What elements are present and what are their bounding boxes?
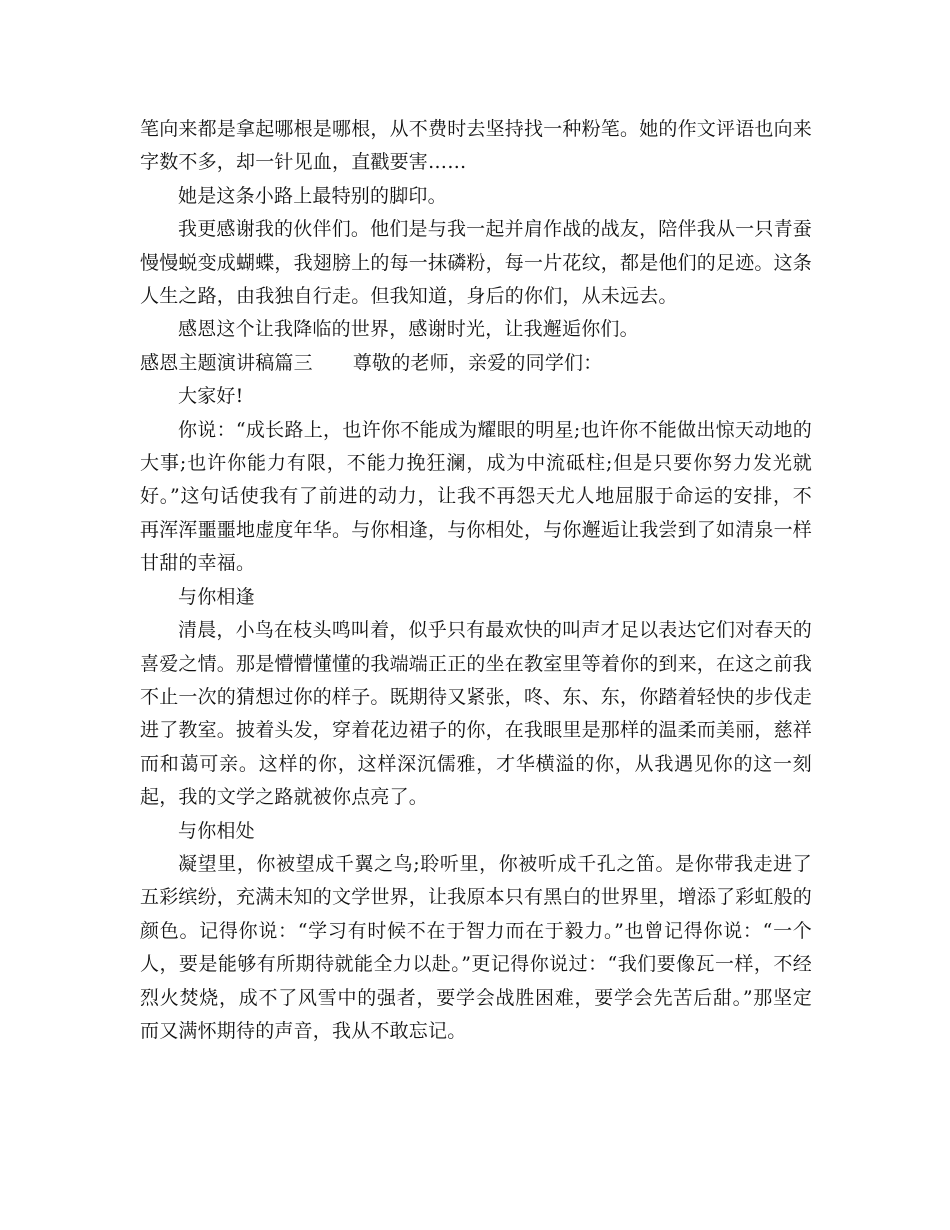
paragraph: 我更感谢我的伙伴们。他们是与我一起并肩作战的战友，陪伴我从一只青蚕慢慢蜕变成蝴蝶，我翅膀上的每一抹磷粉，每一片花纹，都是他们的足迹。这条人生之路，由我独自行走。但我知道，身后的你们，从未远去。 xyxy=(140,218,813,308)
section-heading xyxy=(140,347,812,380)
section-title: 感恩主题演讲稿篇三 xyxy=(140,351,313,374)
document-page xyxy=(140,113,812,1048)
greeting: 大家好! xyxy=(178,385,244,408)
paragraph: 凝望里，你被望成千翼之鸟;聆听里，你被听成千孔之笛。是你带我走进了五彩缤纷，充满未知的文学世界，让我原本只有黑白的世界里，增添了彩虹般的颜色。记得你说：“学习有时候不在于智力而在于毅力。”也曾记得你说：“一个人，要是能够有所期待就能全力以赴。”更记得你说过：“我们要像瓦一样，不经烈火焚烧，成不了风雪中的强者，要学会战胜困难，要学会先苦后甜。”那坚定而又满怀期待的声音，我从不敢忘记。 xyxy=(140,852,813,1042)
paragraph: 笔向来都是拿起哪根是哪根，从不费时去坚持找一种粉笔。她的作文评语也向来字数不多，却一针见血，直戳要害…… xyxy=(140,118,813,174)
paragraph: 她是这条小路上最特别的脚印。 xyxy=(178,184,447,207)
paragraph: 感恩这个让我降临的世界，感谢时光，让我邂逅你们。 xyxy=(178,318,639,341)
subheading: 与你相处 xyxy=(178,819,255,842)
paragraph: 清晨，小鸟在枝头鸣叫着，似乎只有最欢快的叫声才足以表达它们对春天的喜爱之情。那是懵懵懂懂的我端端正正的坐在教室里等着你的到来，在这之前我不止一次的猜想过你的样子。既期待又紧张，咚、东、东，你踏着轻快的步伐走进了教室。披着头发，穿着花边裙子的你，在我眼里是那样的温柔而美丽，慈祥而和蔼可亲。这样的你，这样深沉儒雅，才华横溢的你，从我遇见你的这一刻起，我的文学之路就被你点亮了。 xyxy=(140,619,813,809)
subheading: 与你相逢 xyxy=(178,585,255,608)
paragraph: 你说：“成长路上，也许你不能成为耀眼的明星;也许你不能做出惊天动地的大事;也许你能力有限，不能力挽狂澜，成为中流砥柱;但是只要你努力发光就好。”这句话使我有了前进的动力，让我不再怨天尤人地屈服于命运的安排，不再浑浑噩噩地虚度年华。与你相逢，与你相处，与你邂逅让我尝到了如清泉一样甘甜的幸福。 xyxy=(140,418,813,575)
salutation: 尊敬的老师，亲爱的同学们： xyxy=(352,351,603,374)
